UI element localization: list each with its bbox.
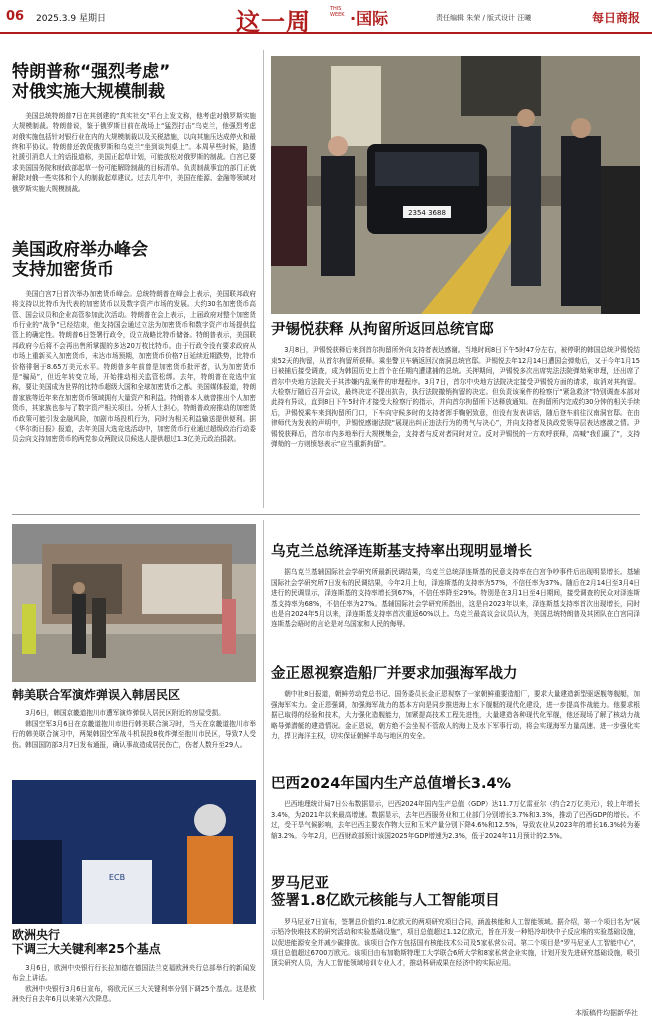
editor-credits: 责任编辑 朱荣 / 版式设计 汪曦 [436,14,532,22]
source-credit: 本版稿件均据新华社 [575,1009,638,1017]
podium-text: ECB [108,873,126,882]
article-zelensky-approval [271,544,640,669]
column-brand: 这一周 [236,8,311,36]
photo-yoon-release [271,56,640,314]
article-body: 美国白宫7日首次举办加密货币峰会。总统特朗普在峰会上表示，美国联邦政府将支持以比特币为代表的加密货币以及数字资产市场的发展。大约30名加密货币高管、国会议员和企业高管参加此次活动。特朗普在会上表示，上届政府对整个加密货币行业的“战争”已经结束，他支持国会通过立法为加密货币和数字资产市场提供监管上的确定性。特朗普6日签署行政令，设立战略比特币储备。特朗普表示，美国联邦政府今后将不会再出售所掌握的多达20万枚比特币。由于行政令没有要求政府从市场上重新买入加密货币，未达市场预期，加密货币价格7日延续近期跌势，比特币价格徘徊于8.65万美元水平。特朗普多年前曾是加密货币批评者，认为加密货币是“骗局”，但近年转变立场，开始推动相关监管松绑。去年，特朗普在竞选中宣称，要让美国成为世界的比特币超级大国和全球加密货币之都。美国媒体报道，特朗普家族等近年来在加密货币领域拥有大量资产和利益。特朗普本人就曾推出个人加密货币，其家族也参与了数字资产相关项目。分析人士担心，特朗普政府推动的加密货币政策可能引发金融风险，加剧市场投机行为，同时为相关利益输送提供便利。据《华尔街日报》报道，去年美国大选竞选活动中，加密货币行业通过超级政治行动委员会向支持加密货币的两党参众两院议员候选人提供超过1.3亿美元政治捐款。 [12,289,256,444]
title-line: 支持加密货币 [12,260,114,281]
article-body: 据乌克兰基辅国际社会学研究所最新民调结果，乌克兰总统泽连斯基的民意支持率在白宫争吵事件后出现明显增长。基辅国际社会学研究所7日发布的民调结果，今年2月上旬，泽连斯基的支持率为57%，不信任率为37%。随后在2月14日至3月4日进行的民调显示，泽连斯基的支持率增长到67%，不信任率降至29%。特别是在3月1日至4日期间，接受调查的民众对泽连斯基支持率为68%，不信任率为27%。基辅国际社会学研究所指出，这是自2023年以来，泽连斯基支持率首次出现增长，同时也是自2024年5月以来，泽连斯基支持率首次重返60%以上。乌克兰最高议会议员认为，美国总统特朗普及其团队在白宫同泽连斯基会晤时的言论是对乌国家和人民的侮辱。 [271,568,640,629]
car-plate: 2354 3688 [408,209,446,217]
yoon-release-photo [271,56,640,314]
issue-date: 2025.3.9 星期日 [36,14,106,24]
title-line: 美国政府举办峰会 [12,240,148,260]
article-kim-shipyard [271,666,640,771]
caption-korea-bomb [12,688,256,759]
article-body: 罗马尼亚7日宣布，签署总价值约1.8亿欧元的两项研究项目合同，涵盖核能和人工智能领域。据介绍，第一个项目名为“展示铅冷快堆技术的研究活动和实验基础设施”，项目总值超过1.12亿欧元，旨在开发一种铅冷却快中子反应堆的实验基础设施，以促进能源安全并减少碳排放。该项目合作方包括国有核能技术公司及5家私营公司。第二个项目是“罗马尼亚人工智能中心”，项目总值超过6700万欧元。该项目由布加勒斯特理工大学联合6所大学和8家私营企业实施，计划开发先进研究基础设施，吸引顶尖研究人员，为人工智能领域培训专业人才，推动科研成果在经济中的实际应用。 [271,917,640,968]
article-body: 美国总统特朗普7日在其创建的“真实社交”平台上发文称，他考虑对俄罗斯实施大规模制裁。特朗普说，鉴于俄罗斯目前在战场上“猛烈打击”乌克兰，他强烈考虑对俄实施包括针对银行业在内的大规模制裁以及关税措施，以向其施压达成停火和最终和平协议。特朗普还敦促俄罗斯和乌克兰“坐到谈判桌上”。本周早些时候，路透社援引消息人士的话报道称，美国正起草计划，可能放松对俄罗斯的制裁。白宫已要求美国国务院和财政部起草一份可能解除制裁的目标清单。负责制裁事宜的部门正就解除对俄一些实体和个人的制裁起草建议。过去几年中，美国在能源、金融等领域对俄罗斯实施大规模制裁。 [12,111,256,193]
article-body: 3月8日，尹锡悦获释后来到首尔拘留所外向支持者表达感谢。当地时间8日下午5时47分左右，被停职的韩国总统尹锡悦结束52天的拘留，从首尔拘留所获释。乘坐警卫车辆返回汉南洞总统官邸。尹锡悦去年12月14日遭国会弹劾后，又于今年1月15日被捕后接受调查，成为韩国历史上首个在任期内遭逮捕的总统。关押期间，尹锡悦多次出席宪法法院弹劾案审理，还出席了首尔中央地方法院关于其涉嫌内乱案件的审理程序。3月7日，首尔中央地方法院决定接受尹锡悦方面的请求，取消对其拘留。大检察厅随后召开会议，最终决定不提出抗告，执行法院撤销拘留的决定。但负责该案件的检察厅“紧急救济”特别调查本部对此持有异议，直到8日下午5时许才接受大检察厅的指示，并向首尔拘留所下达释放通知。在拘留所内完成约30分钟的相关手续后，尹锡悦乘车来到拘留所门口，下车向守候多时的支持者挥手鞠躬致意，但没有发表讲话，随后登车前往汉南洞官邸。在由律师代为发表的声明中，尹锡悦感谢法院“展现出纠正违法行为的勇气与决心”，并向支持者及执政党领导层表达感激之情。尹锡悦获释后，首尔市内多地举行大规模集会，支持者与反对者同时对立。反对尹锡悦的一方欢呼获释，高喊“我们赢了”，支持弹劾的一方则愤怒表示“应当重新拘留”。 [271,346,640,449]
article-title: 金正恩视察造船厂并要求加强海军战力 [271,666,518,682]
section-divider [12,514,640,515]
article-title [271,876,640,911]
caption-body: 3月6日，欧洲中央银行行长拉加德在德国法兰克福欧洲央行总部举行的新闻发布会上讲话。 [12,963,256,983]
column-brand-sub: THIS WEEK [330,6,345,18]
caption-body: 3月6日，韩国京畿道抱川市遭军演炸弹误入居民区附近的房屋受损。 [25,709,225,718]
section-name: ·国际 [350,9,389,28]
article-brazil-gdp [271,776,640,871]
caption-body: 欧洲中央银行3月6日宣布，将欧元区三大关键利率分别下调25个基点。这是欧洲央行自去年6月以来第六次降息。 [12,984,256,1003]
title-line: 对俄实施大规模制裁 [12,82,165,103]
caption-ecb [12,928,256,1006]
column-divider [263,520,264,1000]
newspaper-name: 每日商报 [592,11,641,25]
ecb-photo [12,780,256,924]
article-title [12,240,256,281]
korea-bomb-photo [12,524,256,682]
article-romania-projects [271,876,640,1001]
title-line: 欧洲央行 [12,928,61,942]
article-yoon-release [271,322,640,519]
caption-title [12,928,256,957]
article-title: 巴西2024年国内生产总值增长3.4% [271,776,512,792]
title-line: 罗马尼亚 [271,876,329,892]
article-title: 乌克兰总统泽连斯基支持率出现明显增长 [271,544,532,560]
article-title: 尹锡悦获释 从拘留所返回总统官邸 [271,322,494,338]
article-crypto-summit [12,240,256,529]
title-line: 特朗普称“强烈考虑” [12,62,171,82]
title-line: 下调三大关键利率25个基点 [12,942,161,957]
page-header [0,0,652,34]
page-number: 06 [6,9,25,24]
column-divider [263,50,264,508]
caption-title: 韩美联合军演炸弹误入韩居民区 [12,688,181,702]
title-line: 签署1.8亿欧元核能与人工智能项目 [271,893,500,910]
article-body: 朝中社8日报道，朝鲜劳动党总书记、国务委员长金正恩视察了一家朝鲜重要造船厂，要求大量建造新型驱逐舰等舰艇，加强海军实力。金正恩强调，加强海军战力的基本方向是同步推进海上水下舰艇的现代化建设，进一步提高作战能力。他要求根据已取得的经验和技术，大力强化造舰能力，加紧提高技术工程先进性，大量建造各种现代化军舰，他还现场了解了核动力战略导弹潜艇的建造情况。金正恩说，朝方绝不会坐视不管敌人的海上及水下军事行动，将会实现海军力量高速、进一步强化实力，捍卫海洋主权，切实保证朝鲜半岛与地区的安全。 [271,690,640,741]
article-body: 巴西地理统计局7日公布数据显示，巴西2024年国内生产总值（GDP）达11.7万亿雷亚尔（约合2万亿美元），较上年增长3.4%，为2021年以来最高增速。数据显示，去年巴西服务业和工业部门分别增长3.7%和3.3%，推动了巴西GDP的增长。不过，受干旱气候影响，去年巴西主要农作物大豆和玉米产量分别下降4.6%和12.5%，导致农业从2023年的增长16.3%转为萎缩3.2%。今年2月，巴西财政部预计该国2025年GDP增速为2.3%，低于2024年11月预计的2.5%。 [271,800,640,840]
article-trump-sanctions [12,62,256,235]
article-title [12,62,256,103]
photo-ecb [12,780,256,924]
photo-korea-bomb [12,524,256,682]
caption-body: 韩国空军3月6日在京畿道抱川市进行韩美联合演习时，当天在京畿道抱川市举行的韩美联合演习中，两架韩国空军战斗机误投8枚炸弹至抱川市民区，导致7人受伤。韩国国防部3月7日发布通报，确认事故造成居民伤亡，伤者人数升至29人。 [12,719,256,749]
